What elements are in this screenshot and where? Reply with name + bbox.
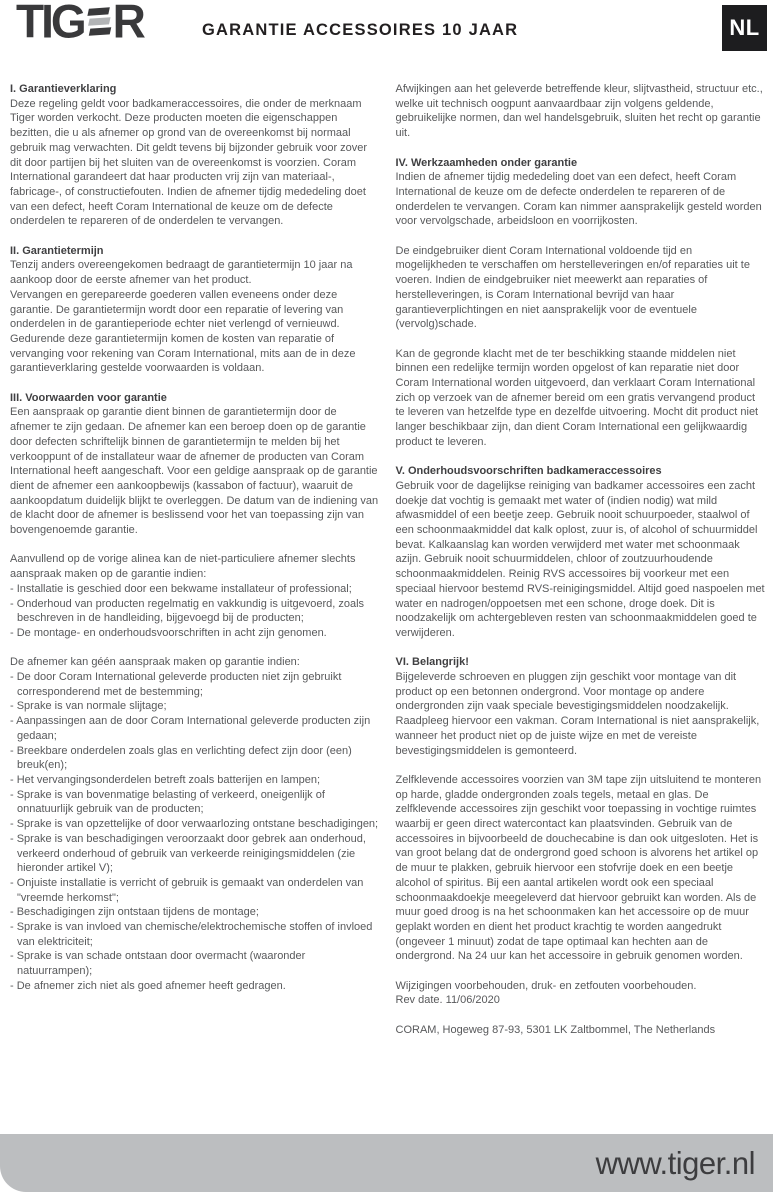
tiger-logo-text: TIG <box>16 0 84 48</box>
tiger-logo-e-bars-icon <box>88 7 111 39</box>
paragraph: Vervangen en gerepareerde goederen vallen eveneens onder deze garantie. De garantietermijn wordt door een reparatie of levering van onderdelen in de garantieperiode echter niet verlengd of vernieuwd. <box>10 288 344 331</box>
bullet-item: - Aanpassingen aan de door Coram International geleverde producten zijn gedaan; <box>10 715 371 742</box>
paragraph-gap <box>10 538 380 553</box>
bullet-item: - Sprake is van normale slijtage; <box>10 700 167 713</box>
bullet-item: - De montage- en onderhoudsvoorschriften in acht zijn genomen. <box>10 626 327 639</box>
bullet-item: - De afnemer zich niet als goed afnemer heeft gedragen. <box>10 979 286 992</box>
paragraph: CORAM, Hogeweg 87-93, 5301 LK Zaltbommel, The Netherlands <box>395 1023 716 1036</box>
bullet-item: - Sprake is van bovenmatige belasting of verkeerd, oneigenlijk of onnatuurlijk gebruik van de producten; <box>10 788 325 816</box>
paragraph-gap <box>10 641 380 656</box>
paragraph-gap <box>396 1008 766 1023</box>
bullet-item: - Het vervangingsonderdelen betreft zoals batterijen en lampen; <box>10 773 321 786</box>
paragraph: Afwijkingen aan het geleverde betreffende kleur, slijtvastheid, structuur etc., welke uit technisch oogpunt aanvaardbaar zijn volgens geldende, gebruikelijke normen, dan wel handelsgebruik, sluiten het recht op garantie uit. <box>395 83 763 140</box>
website-text: www.tiger.nl <box>595 1145 755 1182</box>
page-title: GARANTIE ACCESSOIRES 10 JAAR <box>202 21 519 39</box>
paragraph-gap <box>396 229 766 244</box>
paragraph: Tenzij anders overeengekomen bedraagt de garantietermijn 10 jaar na aankoop door de eerste afnemer van het product. <box>10 259 353 287</box>
footer-bar <box>0 1134 773 1192</box>
bullet-item: - Sprake is van schade ontstaan door overmacht (waaronder natuurrampen); <box>10 950 306 978</box>
paragraph: Deze regeling geldt voor badkameraccessoires, die onder de merknaam Tiger worden verkocht. Deze producten moeten die eigenschappen bezitten, die u als afnemer op grond van de overeenkomst bij normaal gebruik mag verwachten. Dit geldt tevens bij bijzonder gebruik voor zover dit door partijen bij het sluiten van de overeenkomst is voorzien. Coram International garandeert dat haar producten vrij zijn van materiaal-, fabricage-, of constructiefouten. Indien de afnemer tijdig mededeling doet van een defect, heeft Coram International de keuze om de defecte onderdelen te repareren of de onderdelen te vervangen. <box>10 97 368 228</box>
paragraph: Indien de afnemer tijdig mededeling doet van een defect, heeft Coram International de keuze om de defecte onderdelen te repareren of de onderdelen te vervangen. Coram kan nimmer aansprakelijk gesteld worden voor vervolgschade, arbeidsloon en voorrijkosten. <box>395 171 762 228</box>
paragraph-gap <box>396 450 766 465</box>
section-heading: VI. Belangrijk! <box>395 656 469 669</box>
section-heading: I. Garantieverklaring <box>10 83 117 95</box>
paragraph: Een aanspraak op garantie dient binnen de garantietermijn door de afnemer te zijn gedaan. De afnemer kan een beroep doen op de garantie door defecten schriftelijk binnen de garantietermijn te melden bij het verkooppunt of de installateur waar de afnemer de producten van Coram International heeft aangeschaft. Voor een geldige aanspraak op de garantie dient de afnemer een aankoopbewijs (kassabon of factuur), waaruit de aankoopdatum duidelijk blijkt te overleggen. De datum van de indiening van de klacht door de afnemer is beslissend voor het van toepassing zijn van bovengenoemde garantie. <box>10 406 379 537</box>
tiger-logo-text-r: R <box>112 0 143 48</box>
paragraph: Gebruik voor de dagelijkse reiniging van badkamer accessoires een zacht doekje dat vochtig is gemaakt met water of (indien nodig) wat mild afwasmiddel of een beetje zeep. Gebruik nooit schuurpoeder, staalwol of een schoonmaakmiddel dat kalk oplost, zuur is, of alcohol of schuurmiddel bevat. Kalkaanslag kan worden verwijderd met water met schoonmaak azijn. Gebruik nooit schuurmiddelen, chloor of zoutzuurhoudende schoonmaakmiddelen. Reinig RVS accessoires bij voorkeur met een speciaal hiervoor bestemd RVS-reinigingsmiddel. Altijd goed naspoelen met water en nadrogen/oppoetsen met een schone, droge doek. Dit is noodzakelijk om achtergebleven resten van schoonmaakmiddelen goed te verwijderen. <box>395 479 765 639</box>
paragraph: Bijgeleverde schroeven en pluggen zijn geschikt voor montage van dit product op een betonnen ondergrond. Voor montage op andere ondergronden zijn vaak speciale bevestigingsmiddelen noodzakelijk. Raadpleeg hiervoor een vakman. Coram International is niet aansprakelijk, wanneer het product niet op de juiste wijze en met de vereiste bevestigingsmiddelen is gemonteerd. <box>395 671 760 757</box>
paragraph: Aanvullend op de vorige alinea kan de niet-particuliere afnemer slechts aanspraak maken op de garantie indien: <box>10 553 356 581</box>
paragraph-gap <box>396 758 766 773</box>
section-heading: II. Garantietermijn <box>10 244 104 257</box>
bullet-item: - Breekbare onderdelen zoals glas en verlichting defect zijn door (een) breuk(en); <box>10 744 352 772</box>
tiger-logo <box>16 0 143 48</box>
bullet-item: - Onjuiste installatie is verricht of gebruik is gemaakt van onderdelen van "vreemde herkomst"; <box>10 876 364 904</box>
paragraph-gap <box>396 641 766 656</box>
paragraph: Gedurende deze garantietermijn komen de kosten van reparatie of vervanging voor rekening van Coram International, mits aan de in deze garantieverklaring gestelde voorwaarden is voldaan. <box>10 332 356 375</box>
bullet-item: - Beschadigingen zijn ontstaan tijdens de montage; <box>10 906 259 919</box>
document-header <box>0 0 773 60</box>
paragraph-gap <box>10 229 380 244</box>
document-body <box>10 82 765 1038</box>
bullet-item: - Sprake is van beschadigingen veroorzaakt door gebrek aan onderhoud, verkeerd onderhoud of gebruik van verkeerde reinigingsmiddelen (zie hieronder artikel V); <box>10 832 366 875</box>
paragraph-gap <box>396 332 766 347</box>
left-column <box>10 82 380 1038</box>
bullet-item: - Sprake is van invloed van chemische/elektrochemische stoffen of invloed van elektriciteit; <box>10 921 373 948</box>
section-heading: III. Voorwaarden voor garantie <box>10 391 167 404</box>
paragraph-gap <box>10 376 380 391</box>
bullet-item: - De door Coram International geleverde producten niet zijn gebruikt corresponderend met de bestemming; <box>10 671 342 698</box>
paragraph: Kan de gegronde klacht met de ter beschikking staande middelen niet binnen een redelijke termijn worden opgelost of kan reparatie niet door Coram International worden uitgevoerd, dan verklaart Coram International zich op verzoek van de afnemer bereid om een gratis vervangend product te leveren van hetzelfde type en dezelfde uitvoering. Mocht dit product niet langer beschikbaar zijn, dan dient Coram International een gelijkwaardig product te leveren. <box>395 347 759 448</box>
paragraph: Zelfklevende accessoires voorzien van 3M tape zijn uitsluitend te monteren op harde, gladde ondergronden zoals tegels, metaal en glas. De zelfklevende accessoires zijn geschikt voor toepassing in vochtige ruimtes waarbij er geen direct watercontact kan plaatsvinden. Gebruik van de accessoires in bijvoorbeeld de douchecabine is dan ook uitgesloten. Het is van groot belang dat de ondergrond goed schoon is alvorens het artikel op de muur te plakken, gebruik hiervoor een stofvrije doek en een beetje alcohol of spiritus. Bij een aantal artikelen wordt ook een speciaal schoonmaakdoekje meegeleverd dat hiervoor gebruikt kan worden. Als de muur goed droog is na het schoonmaken kan het accessoire op de muur geplakt worden en dient het product krachtig te worden aangedrukt (ongeveer 1 minuut) zodat de tape optimaal kan hechten aan de ondergrond. Na 24 uur kan het accessoire in gebruik genomen worden. <box>395 773 762 963</box>
paragraph-gap <box>396 141 766 156</box>
right-column <box>396 82 766 1038</box>
paragraph: De afnemer kan géén aanspraak maken op garantie indien: <box>10 656 300 669</box>
bullet-item: - Sprake is van opzettelijke of door verwaarlozing ontstane beschadigingen; <box>10 818 379 831</box>
bullet-item: - Onderhoud van producten regelmatig en vakkundig is uitgevoerd, zoals beschreven in de handleiding, bijgevoegd bij de producten; <box>10 597 365 625</box>
paragraph: Rev date. 11/06/2020 <box>395 994 500 1007</box>
paragraph: De eindgebruiker dient Coram International voldoende tijd en mogelijkheden te verschaffen om herstelleveringen en/of reparaties uit te voeren. Indien de eindgebruiker niet meewerkt aan reparaties of herstelleveringen, is Coram International bevrijd van haar garantieverplichtingen en niet aansprakelijk voor de eventuele (vervolg)schade. <box>395 244 750 331</box>
bullet-item: - Installatie is geschied door een bekwame installateur of professional; <box>10 582 352 595</box>
paragraph: Wijzigingen voorbehouden, druk- en zetfouten voorbehouden. <box>395 979 697 992</box>
section-heading: V. Onderhoudsvoorschriften badkameraccessoires <box>395 465 662 478</box>
section-heading: IV. Werkzaamheden onder garantie <box>395 156 578 169</box>
paragraph-gap <box>396 964 766 979</box>
language-badge: NL <box>722 5 767 51</box>
